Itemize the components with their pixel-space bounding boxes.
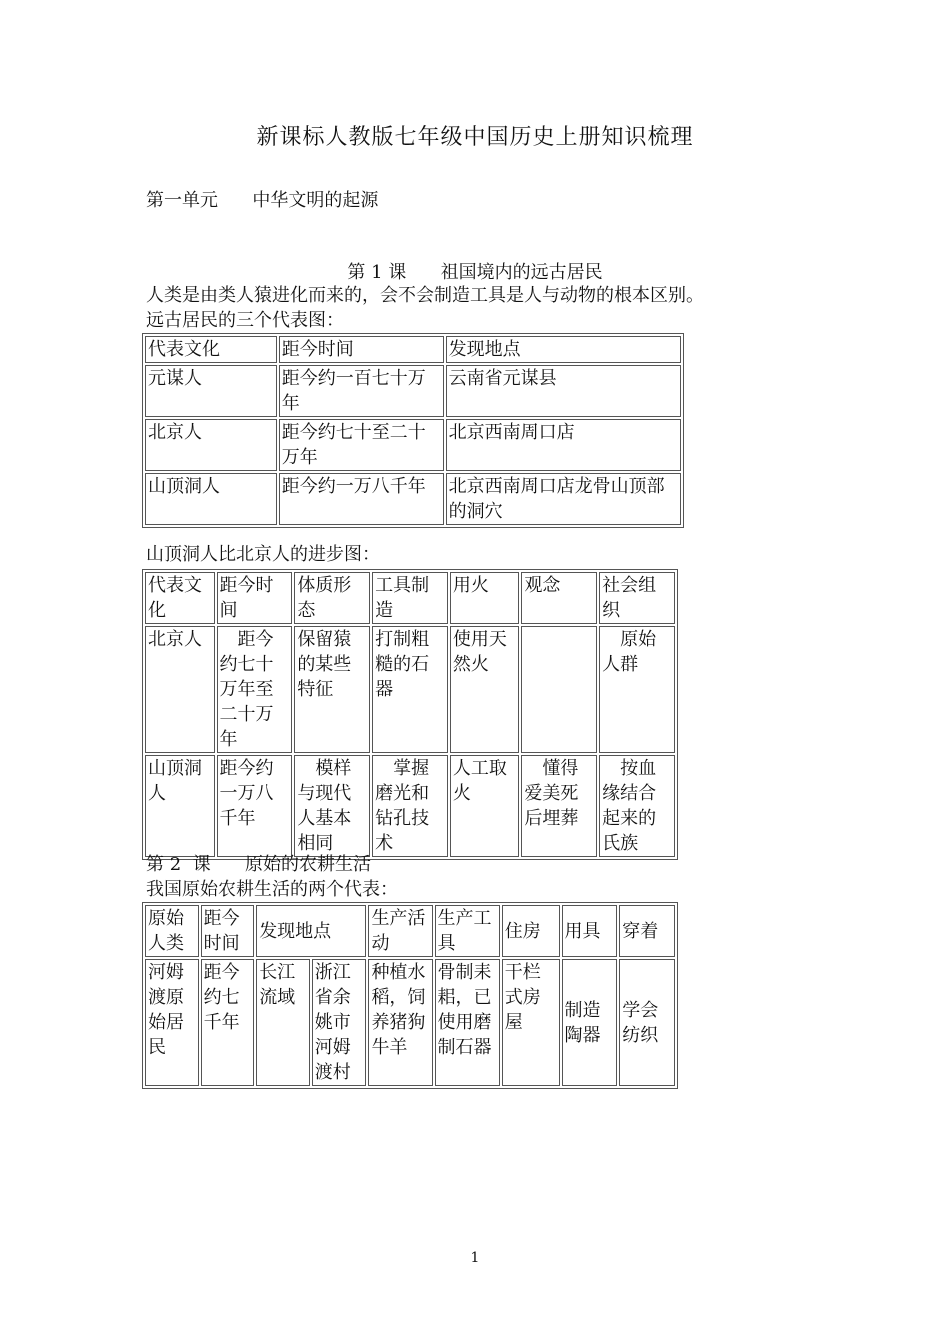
unit-heading: 第一单元 中华文明的起源	[146, 190, 379, 211]
table-header-cell: 发现地点	[256, 905, 366, 957]
ancient-residents-table	[142, 333, 684, 528]
table-cell: 制造陶器	[562, 959, 618, 1086]
table-cell	[521, 626, 597, 753]
table-header-cell: 住房	[502, 905, 560, 957]
table-row	[145, 473, 681, 525]
table-header-cell: 生产工具	[435, 905, 500, 957]
table-row	[145, 755, 675, 857]
table-cell: 北京西南周口店	[446, 419, 681, 471]
table-cell: 长江流域	[256, 959, 310, 1086]
table-cell: 北京人	[145, 626, 215, 753]
table-header-cell: 社会组织	[599, 572, 675, 624]
table-cell: 距今约七千年	[201, 959, 255, 1086]
table-header-cell: 发现地点	[446, 336, 681, 363]
table-cell: 种植水稻，饲养猪狗牛羊	[368, 959, 432, 1086]
table-header-cell: 穿着	[619, 905, 675, 957]
table-header-cell: 代表文化	[145, 572, 215, 624]
table-header-cell: 代表文化	[145, 336, 277, 363]
table-cell: 保留猿的某些特征	[294, 626, 370, 753]
table-header-cell: 体质形态	[294, 572, 370, 624]
table-row	[145, 626, 675, 753]
table-cell: 骨制耒耜，已使用磨制石器	[435, 959, 500, 1086]
table-cell: 距今约一百七十万年	[279, 365, 444, 417]
table-cell: 学会纺织	[619, 959, 675, 1086]
table-header-cell: 用火	[450, 572, 520, 624]
table-header-cell: 工具制造	[372, 572, 448, 624]
table-header-cell: 距今时间	[217, 572, 293, 624]
table-cell: 干栏式房屋	[502, 959, 560, 1086]
table-cell: 距今约一万八千年	[279, 473, 444, 525]
document-title: 新课标人教版七年级中国历史上册知识梳理	[256, 125, 694, 150]
table-header-cell: 距今时间	[279, 336, 444, 363]
table-row	[145, 419, 681, 471]
table-header-row	[145, 905, 675, 957]
table-row	[145, 365, 681, 417]
farming-life-table	[142, 902, 678, 1089]
table-cell: 原始人群	[599, 626, 675, 753]
table2-caption: 山顶洞人比北京人的进步图：	[146, 544, 380, 565]
table-cell: 懂得爱美死后埋葬	[521, 755, 597, 857]
table-cell: 北京人	[145, 419, 277, 471]
table-header-cell: 观念	[521, 572, 597, 624]
table-cell: 山顶洞人	[145, 755, 215, 857]
table-cell: 距今约七十万年至二十万年	[217, 626, 293, 753]
table-cell: 云南省元谋县	[446, 365, 681, 417]
table-cell: 山顶洞人	[145, 473, 277, 525]
table-header-cell: 距今时间	[201, 905, 255, 957]
table-header-cell: 用具	[562, 905, 618, 957]
lesson2-table-caption: 我国原始农耕生活的两个代表：	[146, 879, 398, 900]
table-cell: 按血缘结合起来的氏族	[599, 755, 675, 857]
table-header-row	[145, 572, 675, 624]
table-cell: 人工取火	[450, 755, 520, 857]
table-cell: 距今约七十至二十万年	[279, 419, 444, 471]
table-cell: 打制粗糙的石器	[372, 626, 448, 753]
lesson1-intro: 人类是由类人猿进化而来的，会不会制造工具是人与动物的根本区别。	[146, 285, 704, 306]
table-row	[145, 959, 675, 1086]
lesson2-title: 第 2 课 原始的农耕生活	[146, 854, 371, 875]
page-number: 1	[470, 1250, 480, 1266]
table-header-cell: 生产活动	[368, 905, 432, 957]
table-header-row	[145, 336, 681, 363]
table1-caption: 远古居民的三个代表图：	[146, 310, 344, 331]
table-cell: 浙江省余姚市河姆渡村	[312, 959, 367, 1086]
lesson1-title: 第 1 课 祖国境内的远古居民	[347, 262, 603, 283]
table-header-cell: 原始人类	[145, 905, 199, 957]
table-cell: 掌握磨光和钻孔技术	[372, 755, 448, 857]
table-cell: 河姆渡原始居民	[145, 959, 199, 1086]
progress-comparison-table	[142, 569, 678, 860]
table-cell: 距今约一万八千年	[217, 755, 293, 857]
table-cell: 使用天然火	[450, 626, 520, 753]
table-cell: 模样与现代人基本相同	[294, 755, 370, 857]
table-cell: 北京西南周口店龙骨山顶部的洞穴	[446, 473, 681, 525]
table-cell: 元谋人	[145, 365, 277, 417]
